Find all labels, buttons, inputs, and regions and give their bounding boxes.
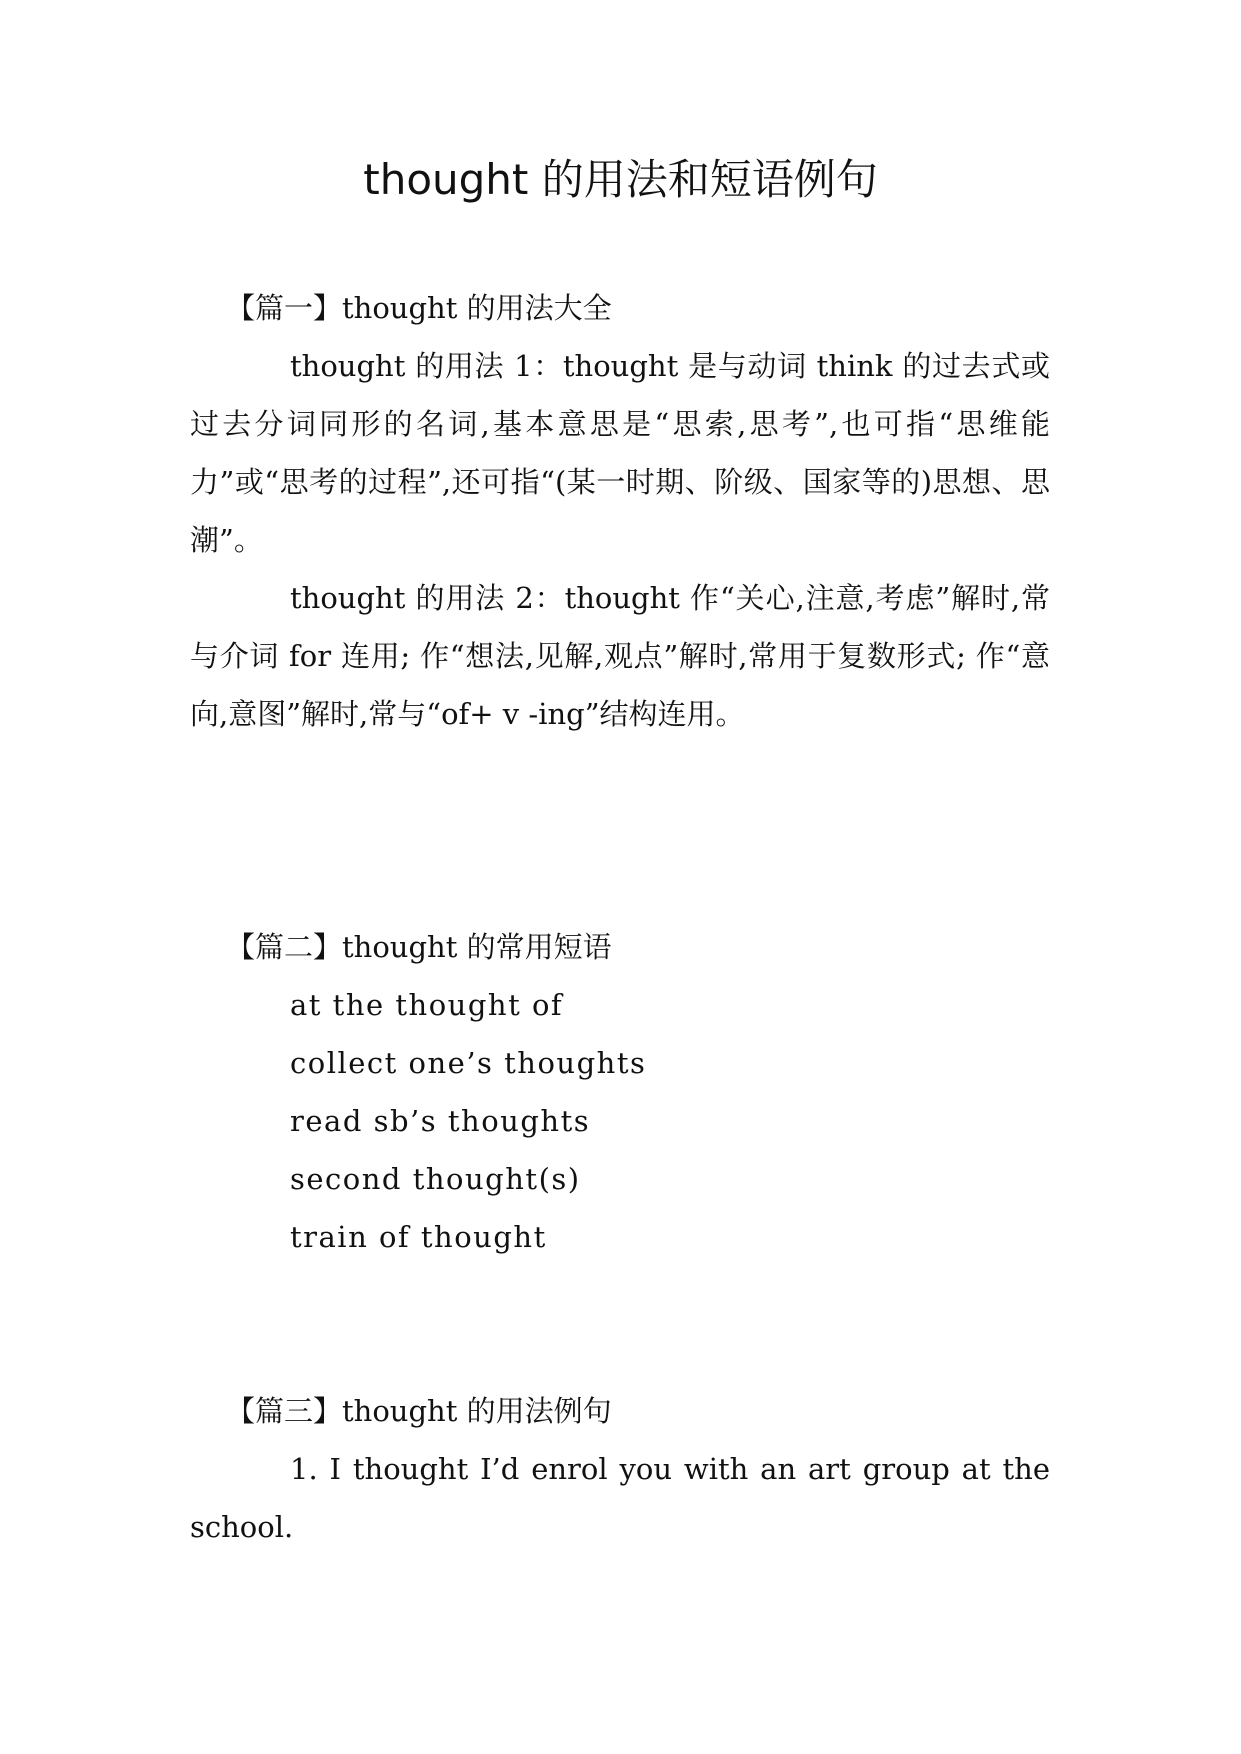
phrase-item: second thought(s)	[290, 1162, 581, 1196]
usage-paragraph-1: thought 的用法 1：thought 是与动词 think 的过去式或过去分词同形的名词,基本意思是“思索,思考”,也可指“思维能力”或“思考的过程”,还可指“(某一时期、阶级、国家等的)思想、思潮”。	[190, 349, 1050, 557]
phrase-item: read sb’s thoughts	[290, 1104, 591, 1138]
section-heading-usage: 【篇一】thought 的用法大全	[226, 291, 612, 325]
phrase-list	[190, 976, 1050, 1266]
section-heading-examples: 【篇三】thought 的用法例句	[226, 1394, 612, 1428]
section-phrases	[190, 918, 1050, 1266]
phrase-item: collect one’s thoughts	[290, 1046, 647, 1080]
usage-paragraph-2: thought 的用法 2：thought 作“关心,注意,考虑”解时,常与介词 for 连用; 作“想法,见解,观点”解时,常用于复数形式; 作“意向,意图”解时,常与“of+ v -ing”结构连用。	[190, 581, 1050, 731]
phrase-item: train of thought	[290, 1220, 547, 1254]
page-title: thought 的用法和短语例句	[363, 155, 878, 204]
example-sentence-1: 1. I thought I’d enrol you with an art group at the school.	[190, 1452, 1050, 1544]
section-usage	[190, 279, 1050, 743]
section-examples	[190, 1382, 1050, 1556]
section-heading-phrases: 【篇二】thought 的常用短语	[226, 930, 612, 964]
phrase-item: at the thought of	[290, 988, 564, 1022]
